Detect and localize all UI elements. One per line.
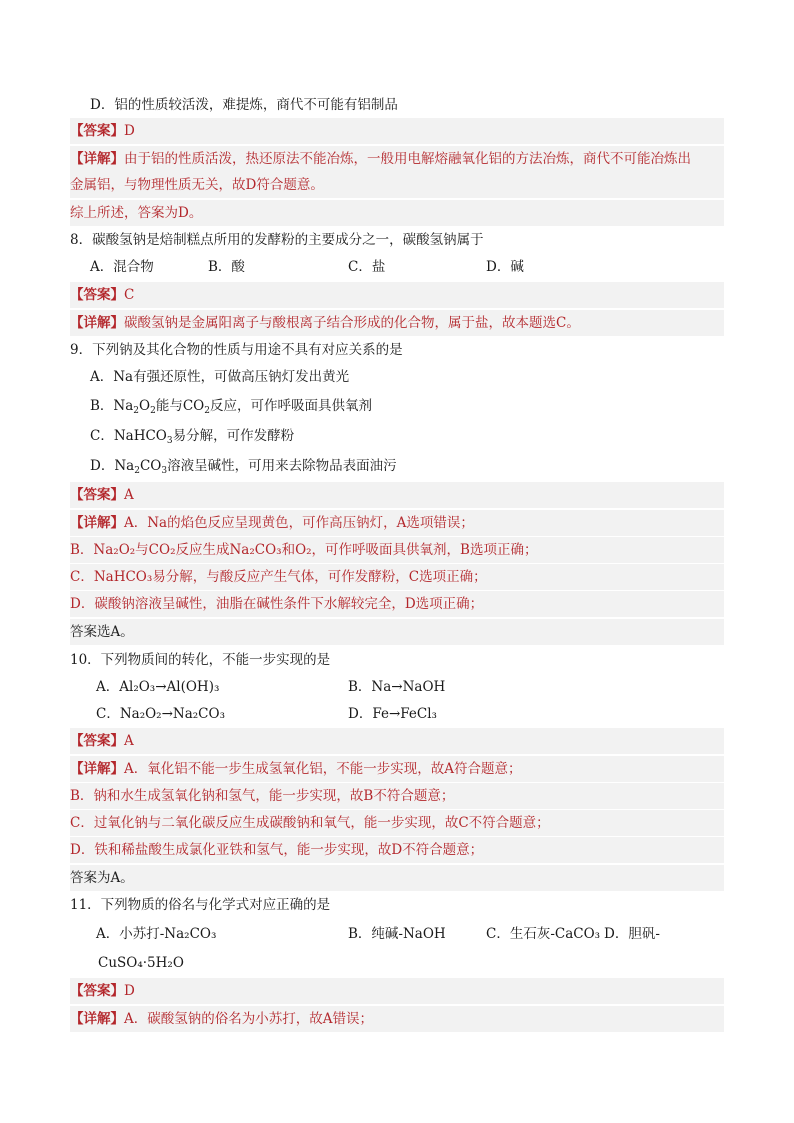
explain-text: 碳酸氢钠是金属阳离子与酸根离子结合形成的化合物，属于盐，故本题选C。 — [124, 315, 580, 331]
explain-tag: 【详解】 — [70, 1011, 124, 1027]
explain-9-d: D．碳酸钠溶液呈碱性，油脂在碱性条件下水解较完全，D选项正确； — [70, 591, 724, 617]
question-9: 9．下列钠及其化合物的性质与用途不具有对应关系的是 — [70, 342, 403, 358]
explain-10-d: D．铁和稀盐酸生成氯化亚铁和氢气，能一步实现，故D不符合题意； — [70, 837, 724, 863]
answer-tag: 【答案】 — [70, 983, 124, 999]
explain-9-a — [70, 510, 724, 536]
answer-9 — [70, 482, 724, 508]
explain-7-line2: 金属铝，与物理性质无关，故D符合题意。 — [70, 172, 724, 198]
question-11: 11．下列物质的俗名与化学式对应正确的是 — [70, 897, 331, 913]
q8-options — [70, 254, 724, 280]
q9-option-a: A．Na有强还原性，可做高压钠灯发出黄光 — [90, 369, 350, 385]
q8-option-b: B．酸 — [208, 259, 245, 275]
q8-option-d: D．碱 — [486, 259, 524, 275]
explain-10-c: C．过氧化钠与二氧化碳反应生成碳酸钠和氧气，能一步实现，故C不符合题意； — [70, 810, 724, 836]
answer-value: A — [124, 487, 134, 503]
explain-9-b: B．Na₂O₂与CO₂反应生成Na₂CO₃和O₂，可作呼吸面具供氧剂，B选项正确； — [70, 537, 724, 563]
explain-tag: 【详解】 — [70, 315, 124, 331]
q10-options-row2 — [70, 701, 724, 727]
answer-11 — [70, 978, 724, 1004]
explain-10-b: B．钠和水生成氢氧化钠和氢气，能一步实现，故B不符合题意； — [70, 783, 724, 809]
q11-option-a: A．小苏打-Na₂CO₃ — [96, 926, 217, 942]
question-8: 8．碳酸氢钠是焙制糕点所用的发酵粉的主要成分之一，碳酸氢钠属于 — [70, 232, 484, 248]
answer-value: A — [124, 733, 134, 749]
explain-tag: 【详解】 — [70, 761, 124, 777]
q9-option-b: B．$Na_2O_2$能与$CO_2$反应，可作呼吸面具供氧剂 — [90, 398, 372, 416]
q10-option-a: A．Al₂O₃→Al(OH)₃ — [96, 679, 220, 695]
q9-option-c: C．NaHCO$_3$易分解，可作发酵粉 — [90, 428, 295, 446]
answer-tag: 【答案】 — [70, 487, 124, 503]
answer-tag: 【答案】 — [70, 733, 124, 749]
explain-7-line1 — [70, 146, 724, 172]
q9-option-d: D．$Na_2CO_3$溶液呈碱性，可用来去除物品表面油污 — [90, 458, 397, 476]
answer-10 — [70, 728, 724, 754]
q8-option-a: A．混合物 — [90, 259, 154, 275]
q10-option-c: C．Na₂O₂→Na₂CO₃ — [96, 706, 225, 722]
explain-text: A．Na的焰色反应呈现黄色，可作高压钠灯，A选项错误； — [124, 515, 474, 531]
explain-9-end: 答案选A。 — [70, 619, 724, 645]
q11-option-b: B．纯碱-NaOH — [348, 926, 446, 942]
explain-7-line3: 综上所述，答案为D。 — [70, 200, 724, 226]
answer-7 — [70, 118, 724, 144]
explain-text: 由于铝的性质活泼，热还原法不能冶炼，一般用电解熔融氧化铝的方法冶炼，商代不可能冶炼出 — [124, 151, 691, 167]
answer-value: D — [124, 983, 135, 999]
q7-option-d: D．铝的性质较活泼，难提炼，商代不可能有铝制品 — [90, 97, 398, 113]
q11-option-d-formula: CuSO₄·5H₂O — [98, 955, 184, 971]
explain-9-c: C．NaHCO₃易分解，与酸反应产生气体，可作发酵粉，C选项正确； — [70, 564, 724, 590]
q11-options-row2 — [70, 950, 724, 976]
q11-option-c: C．生石灰-CaCO₃ — [486, 926, 601, 942]
explain-10-end: 答案为A。 — [70, 865, 724, 891]
answer-value: D — [124, 123, 135, 139]
answer-tag: 【答案】 — [70, 123, 124, 139]
explain-text: A．氧化铝不能一步生成氢氧化铝，不能一步实现，故A符合题意； — [124, 761, 522, 777]
q11-option-d: D．胆矾- — [604, 926, 660, 942]
explain-tag: 【详解】 — [70, 151, 124, 167]
explain-text: A．碳酸氢钠的俗名为小苏打，故A错误； — [124, 1011, 373, 1027]
explain-10-a — [70, 756, 724, 782]
q11-options-row1 — [70, 921, 724, 947]
answer-8 — [70, 282, 724, 308]
q10-option-d: D．Fe→FeCl₃ — [348, 706, 437, 722]
q10-options-row1 — [70, 674, 724, 700]
explain-tag: 【详解】 — [70, 515, 124, 531]
explain-11-a — [70, 1006, 724, 1032]
q8-option-c: C．盐 — [348, 259, 386, 275]
q10-option-b: B．Na→NaOH — [348, 679, 446, 695]
explain-8 — [70, 310, 724, 336]
answer-tag: 【答案】 — [70, 287, 124, 303]
question-10: 10．下列物质间的转化，不能一步实现的是 — [70, 652, 331, 668]
answer-value: C — [124, 287, 135, 303]
